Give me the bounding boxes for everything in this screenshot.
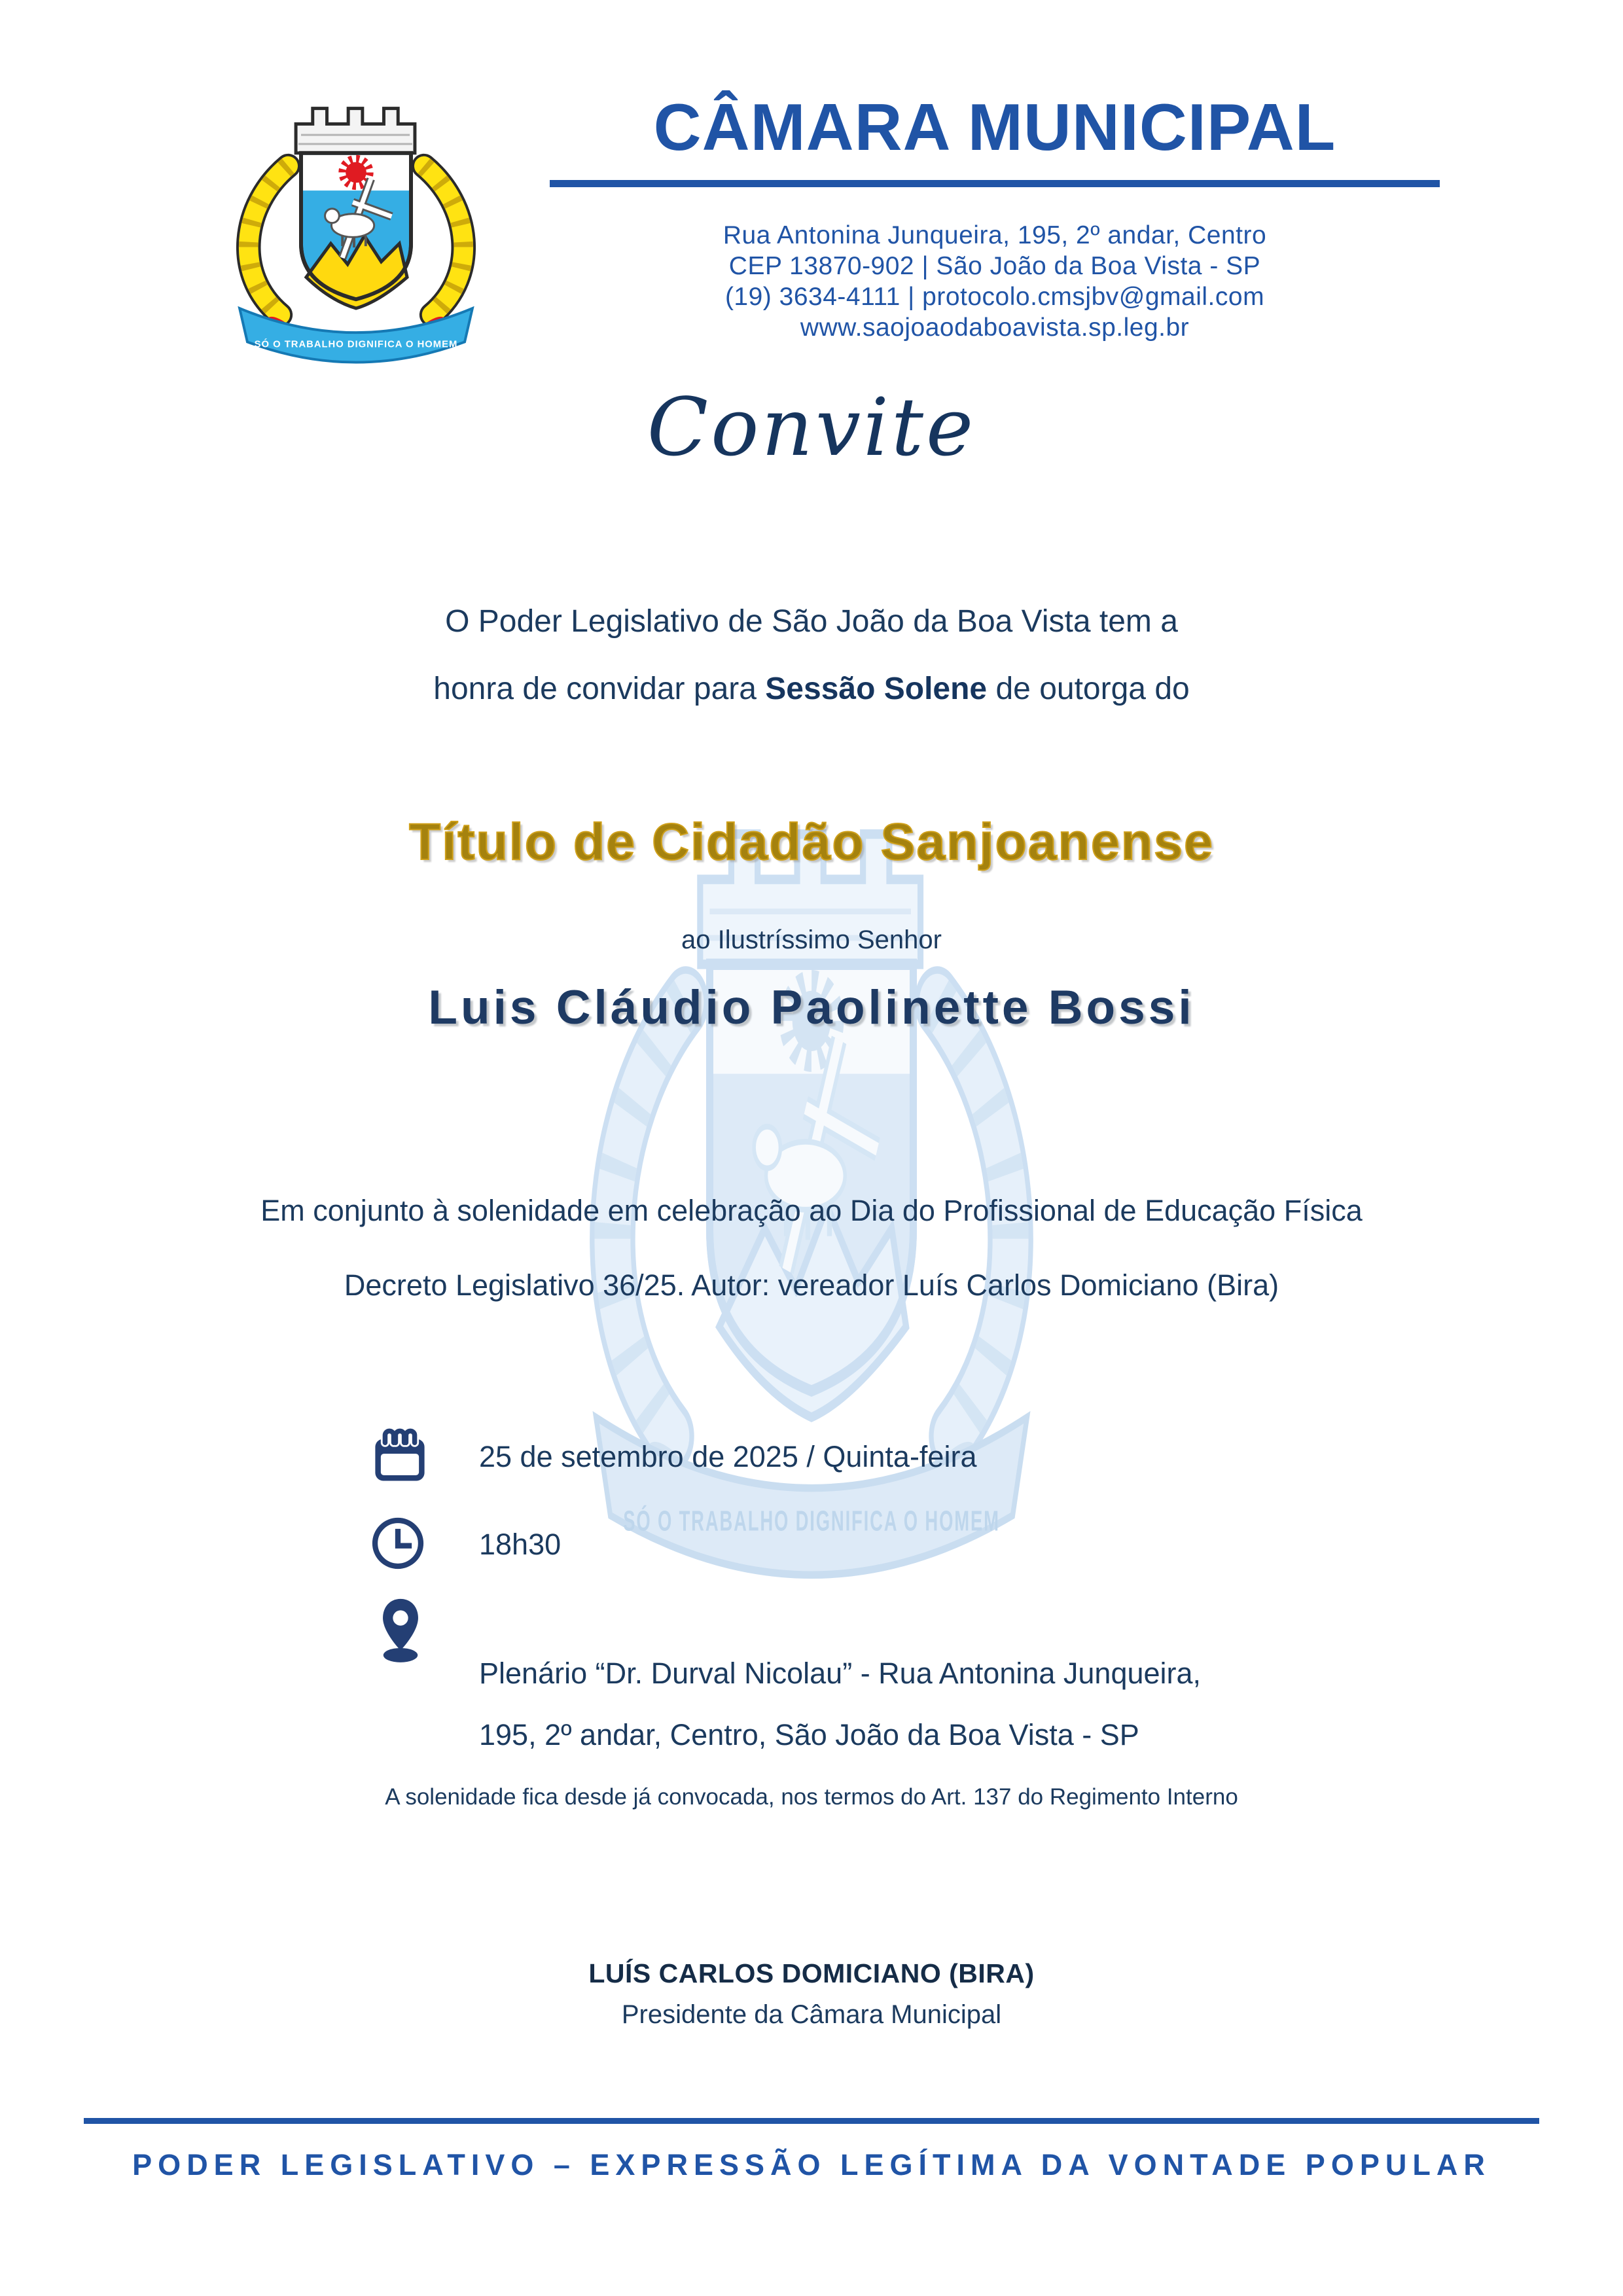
clock-icon — [368, 1513, 428, 1573]
intro-line-2 — [0, 655, 1623, 723]
script-title: Convite — [647, 381, 976, 474]
honoree-intro: ao Ilustríssimo Senhor — [681, 925, 942, 954]
award-title: Título de Cidadão Sanjoanense — [408, 812, 1214, 870]
address-line-3: (19) 3634-4111 | protocolo.cmsjbv@gmail.com — [724, 283, 1265, 311]
location-line-2: 195, 2º andar, Centro, São João da Boa Vista - SP — [479, 1718, 1139, 1751]
website-url: www.saojoaodaboavista.sp.leg.br — [800, 314, 1190, 342]
location-line-1: Plenário “Dr. Durval Nicolau” - Rua Antonina Junqueira, — [479, 1657, 1202, 1690]
footer-slogan: PODER LEGISLATIVO – EXPRESSÃO LEGÍTIMA DA VONTADE POPULAR — [132, 2148, 1491, 2181]
details-line-1: Em conjunto à solenidade em celebração ao Dia do Profissional de Educação Física — [260, 1194, 1363, 1227]
intro-line2-bold: Sessão Solene — [765, 672, 988, 706]
address-line-1: Rua Antonina Junqueira, 195, 2º andar, Centro — [722, 221, 1267, 249]
event-date: 25 de setembro de 2025 / Quinta-feira — [479, 1440, 977, 1473]
signature-role: Presidente da Câmara Municipal — [621, 2000, 1002, 2029]
event-time: 18h30 — [479, 1528, 562, 1561]
header-address — [550, 220, 1440, 343]
intro-line-1: O Poder Legislativo de São João da Boa Vista tem a — [445, 604, 1178, 639]
footer-divider — [84, 2118, 1539, 2124]
honoree-name: Luis Cláudio Paolinette Bossi — [428, 981, 1195, 1034]
intro-line2-post: de outorga do — [987, 672, 1190, 706]
signature-name: LUÍS CARLOS DOMICIANO (BIRA) — [588, 1958, 1035, 1988]
intro-paragraph — [0, 588, 1623, 723]
details-line-2: Decreto Legislativo 36/25. Autor: vereador Luís Carlos Domiciano (Bira) — [344, 1268, 1279, 1302]
header — [550, 90, 1440, 343]
location-pin-icon — [376, 1597, 425, 1664]
intro-line2-pre: honra de convidar para — [433, 672, 766, 706]
calendar-icon — [369, 1424, 431, 1486]
event-location — [479, 1643, 1201, 1766]
address-line-2: CEP 13870-902 | São João da Boa Vista - SP — [728, 252, 1261, 280]
convocation-note: A solenidade fica desde já convocada, nos termos do Art. 137 do Regimento Interno — [385, 1784, 1238, 1810]
org-name: CÂMARA MUNICIPAL — [550, 90, 1440, 187]
municipal-coat-of-arms-logo — [196, 88, 516, 367]
